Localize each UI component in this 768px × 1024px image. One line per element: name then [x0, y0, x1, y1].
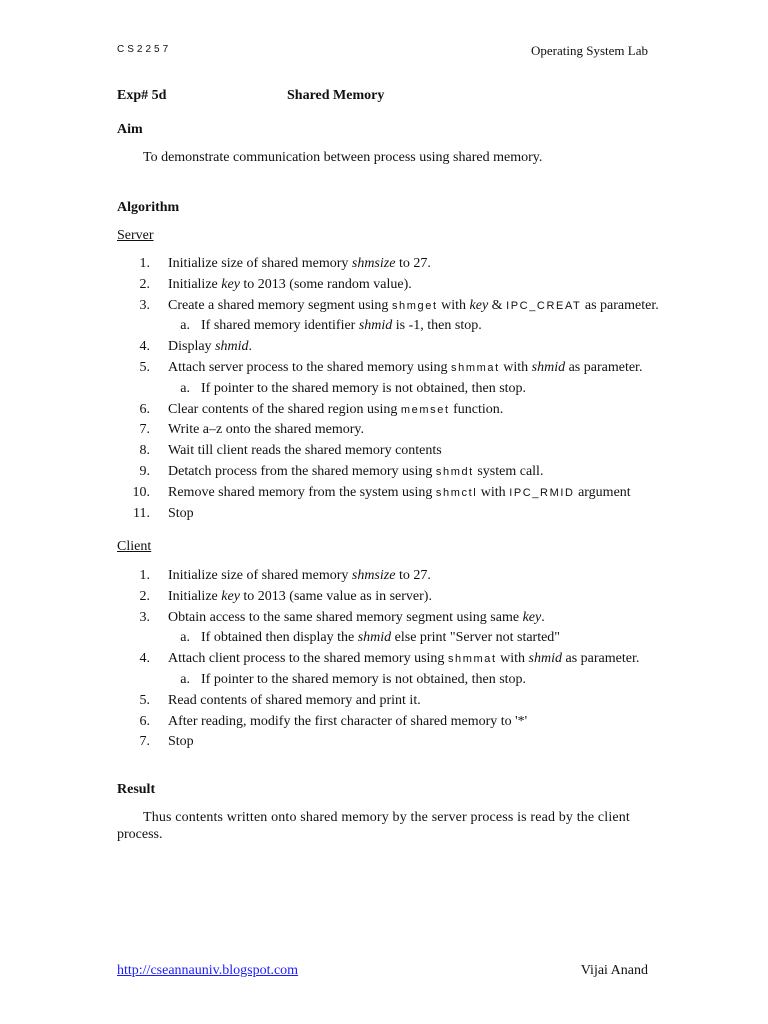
client-step-number: a. — [180, 672, 190, 687]
server-step-number: 1. — [139, 256, 150, 271]
server-step-number: 4. — [139, 339, 150, 355]
server-step-fragment: shmdt — [435, 466, 474, 478]
server-step-fragment: IPC_CREAT — [506, 299, 582, 312]
server-step-fragment: Clear contents of the shared region using — [168, 401, 401, 417]
client-step-fragment: If pointer to the shared memory is not obtained, then stop. — [201, 672, 527, 687]
client-step-fragment: Stop — [168, 734, 194, 750]
server-step-fragment: Stop — [168, 505, 194, 521]
header-course-code: CS2257 — [117, 44, 172, 55]
server-step-fragment: shmid — [531, 360, 566, 375]
client-step-fragment: Attach client process to the shared memory using — [168, 651, 448, 667]
server-step-fragment: Detatch process from the shared memory using — [168, 464, 436, 479]
client-step-fragment: else print "Server not started" — [391, 630, 561, 646]
server-step-fragment: argument — [574, 484, 631, 500]
client-step-number: 4. — [139, 651, 150, 667]
client-step-number: 1. — [139, 568, 150, 583]
server-step-fragment: Initialize size of shared memory — [168, 256, 352, 271]
result-text-line-2: process. — [117, 827, 163, 842]
client-step-fragment: shmsize — [351, 568, 396, 583]
server-step-fragment: Wait till client reads the shared memory contents — [168, 443, 442, 459]
client-step-fragment: After reading, modify the first character of shared memory to '*' — [168, 713, 528, 729]
client-step-fragment: Read contents of shared memory and print it. — [168, 692, 421, 708]
client-step-number: 3. — [139, 609, 150, 625]
server-step-fragment: & — [488, 297, 507, 313]
client-step-fragment: as parameter. — [562, 651, 640, 667]
server-step-text — [168, 277, 412, 293]
client-substep-text — [201, 672, 526, 688]
server-step-text — [168, 256, 431, 272]
client-step-fragment: shmmat — [447, 653, 497, 666]
server-heading: Server — [117, 228, 154, 243]
server-substep-text — [201, 318, 482, 334]
server-step-fragment: with — [477, 484, 510, 500]
client-step-fragment: Initialize size of shared memory — [168, 568, 352, 583]
server-step-fragment: with — [499, 360, 532, 375]
client-step-fragment: If obtained then display the — [201, 630, 358, 646]
server-step-fragment: key — [469, 297, 489, 313]
server-step-text — [168, 485, 631, 501]
server-substep-text — [201, 381, 526, 397]
aim-heading: Aim — [117, 122, 143, 137]
server-step-text — [168, 443, 442, 459]
server-step-number: 3. — [139, 297, 150, 313]
server-step-number: 9. — [139, 464, 150, 479]
server-step-fragment: If pointer to the shared memory is not obtained, then stop. — [201, 380, 527, 396]
server-step-text — [168, 298, 659, 314]
server-step-fragment: shmmat — [451, 362, 500, 374]
server-step-fragment: Create a shared memory segment using — [168, 297, 392, 313]
client-step-text — [168, 589, 432, 605]
server-step-fragment: to 2013 (some random value). — [239, 276, 412, 292]
client-step-fragment: Obtain access to the same shared memory segment using same — [168, 609, 523, 625]
client-step-number: 2. — [139, 588, 150, 604]
server-step-fragment: as parameter. — [565, 360, 643, 375]
server-step-fragment: is -1, then stop. — [392, 318, 482, 334]
server-step-text — [168, 402, 503, 418]
server-step-fragment: IPC_RMID — [509, 486, 575, 499]
client-step-fragment: . — [541, 609, 545, 625]
client-step-fragment: shmid — [528, 651, 562, 667]
server-step-fragment: to 27. — [395, 256, 431, 271]
client-step-fragment: shmid — [357, 630, 392, 646]
result-heading: Result — [117, 782, 156, 797]
server-step-number: 2. — [139, 276, 150, 292]
client-step-text — [168, 610, 545, 626]
server-step-number: a. — [180, 318, 190, 334]
client-step-number: 7. — [139, 734, 150, 750]
server-step-fragment: function. — [449, 401, 504, 417]
server-step-fragment: key — [221, 276, 240, 292]
client-step-text — [168, 651, 639, 667]
algorithm-heading: Algorithm — [117, 200, 180, 215]
server-step-fragment: Attach server process to the shared memory using — [168, 360, 452, 375]
page-title: Shared Memory — [287, 88, 385, 103]
server-step-number: 11. — [133, 505, 150, 521]
server-step-fragment: shmid — [358, 318, 393, 334]
exp-number: Exp# 5d — [117, 88, 167, 103]
aim-text: To demonstrate communication between process using shared memory. — [143, 150, 543, 165]
server-step-fragment: shmsize — [351, 256, 396, 271]
server-step-fragment: . — [248, 339, 253, 355]
server-step-fragment: with — [437, 297, 470, 313]
client-step-fragment: with — [496, 651, 529, 667]
server-step-fragment: memset — [400, 403, 450, 416]
client-heading: Client — [117, 539, 152, 554]
server-step-fragment: system call. — [473, 464, 544, 479]
client-step-number: 6. — [139, 713, 150, 729]
header-course-title: Operating System Lab — [531, 43, 648, 58]
client-step-number: 5. — [139, 692, 150, 708]
client-step-number: a. — [180, 630, 190, 646]
client-step-fragment: key — [221, 588, 240, 604]
server-step-fragment: Remove shared memory from the system using — [168, 484, 436, 500]
server-step-text — [168, 339, 252, 355]
server-step-fragment: shmctl — [435, 486, 478, 499]
server-step-number: 7. — [139, 422, 150, 438]
client-substep-text — [201, 630, 560, 646]
client-step-fragment: Initialize — [168, 588, 222, 604]
server-step-fragment: Display — [168, 339, 216, 355]
server-step-fragment: Write a–z onto the shared memory. — [168, 422, 365, 438]
server-step-fragment: as parameter. — [581, 297, 659, 313]
footer-author: Vijai Anand — [580, 963, 648, 978]
server-step-text — [168, 360, 642, 376]
server-step-fragment: shmget — [391, 299, 438, 312]
server-step-number: 10. — [132, 484, 150, 500]
server-step-number: 5. — [139, 360, 150, 375]
server-step-fragment: If shared memory identifier — [201, 318, 359, 334]
result-text-line-1: Thus contents written onto shared memory by the server process is read by the client — [143, 810, 630, 825]
client-step-fragment: to 2013 (same value as in server). — [239, 588, 432, 604]
server-step-text — [168, 422, 364, 438]
client-step-text — [168, 734, 194, 750]
client-step-fragment: to 27. — [395, 568, 431, 583]
client-step-text — [168, 693, 421, 709]
server-step-text — [168, 464, 543, 480]
server-step-number: 6. — [139, 401, 150, 417]
client-step-fragment: key — [522, 609, 542, 625]
server-step-text — [168, 506, 194, 522]
server-step-number: a. — [180, 380, 190, 396]
server-step-number: 8. — [139, 443, 150, 459]
client-step-text — [168, 568, 431, 584]
server-step-fragment: Initialize — [168, 276, 222, 292]
footer-link[interactable]: http://cseannauniv.blogspot.com — [117, 963, 299, 978]
client-step-text — [168, 714, 527, 730]
server-step-fragment: shmid — [215, 339, 249, 355]
